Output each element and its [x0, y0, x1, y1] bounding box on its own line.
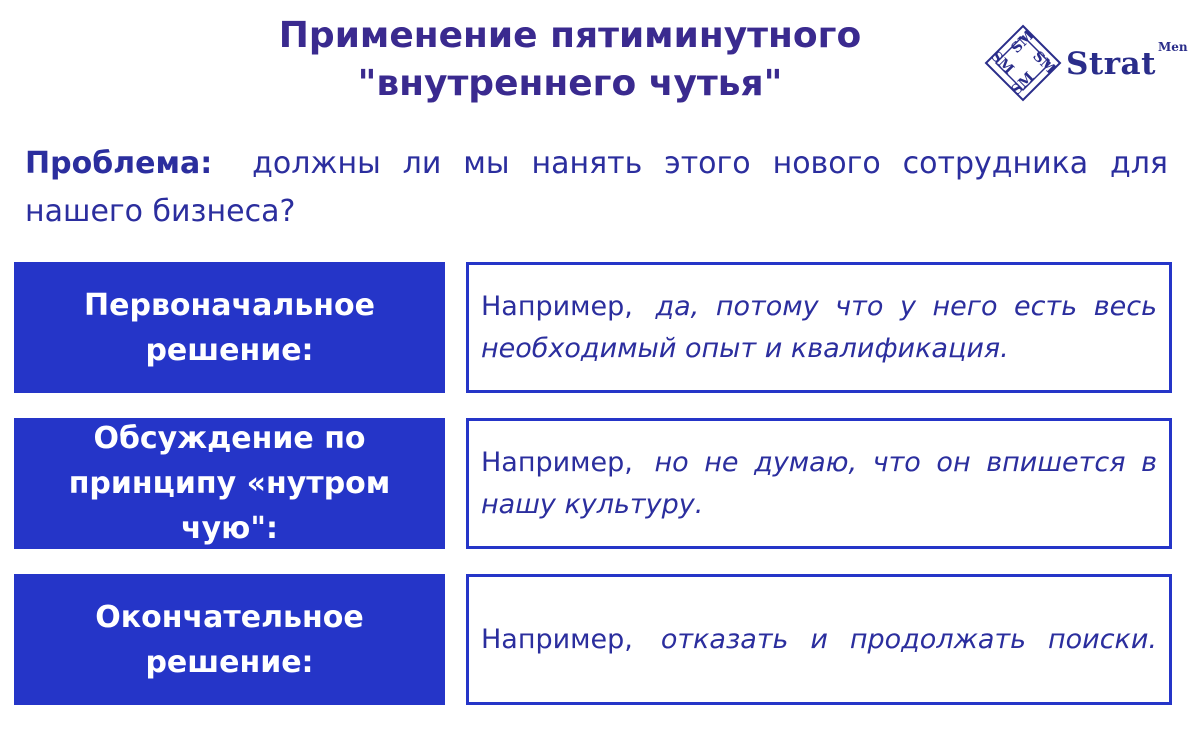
initial-decision-label-box [14, 262, 445, 393]
example-prefix: Например, [481, 623, 633, 655]
svg-text:SM: SM [1008, 27, 1038, 57]
stratmen-logo [980, 18, 1195, 108]
row-label: Первоначальное решение: [84, 287, 375, 368]
final-decision-label-box [14, 574, 445, 705]
problem-label: Проблема: [25, 146, 213, 181]
svg-text:SM: SM [1008, 69, 1038, 99]
logo-superscript: Men [1158, 40, 1188, 54]
row-label: Окончательное решение: [95, 599, 364, 680]
title-line-1: Применение пятиминутного [278, 15, 862, 56]
page-title [190, 12, 950, 108]
gut-feeling-example-box [466, 418, 1172, 549]
row-label: Обсуждение по принципу «нутром чую": [68, 421, 391, 546]
example-text-block [481, 286, 1157, 370]
final-decision-example-box [466, 574, 1172, 705]
svg-text:SM: SM [987, 48, 1017, 78]
example-text-block [481, 619, 1157, 661]
problem-text: должны ли мы нанять этого нового сотрудника для нашего бизнеса? [25, 146, 1168, 229]
example-text: отказать и продолжать поиски. [660, 623, 1157, 655]
svg-text:SM: SM [1029, 48, 1059, 78]
example-text: но не думаю, что он впишется в нашу культуру. [481, 446, 1157, 520]
logo-wordmark: Strat [1066, 46, 1156, 82]
example-prefix: Например, [481, 446, 633, 478]
title-line-2: "внутреннего чутья" [357, 63, 783, 104]
gut-feeling-label-box [14, 418, 445, 549]
example-text-block [481, 442, 1157, 526]
initial-decision-example-box [466, 262, 1172, 393]
example-prefix: Например, [481, 290, 633, 322]
problem-statement [25, 140, 1168, 236]
example-text: да, потому что у него есть весь необходимый опыт и квалификация. [481, 290, 1157, 364]
stratmen-emblem-icon [980, 20, 1066, 106]
